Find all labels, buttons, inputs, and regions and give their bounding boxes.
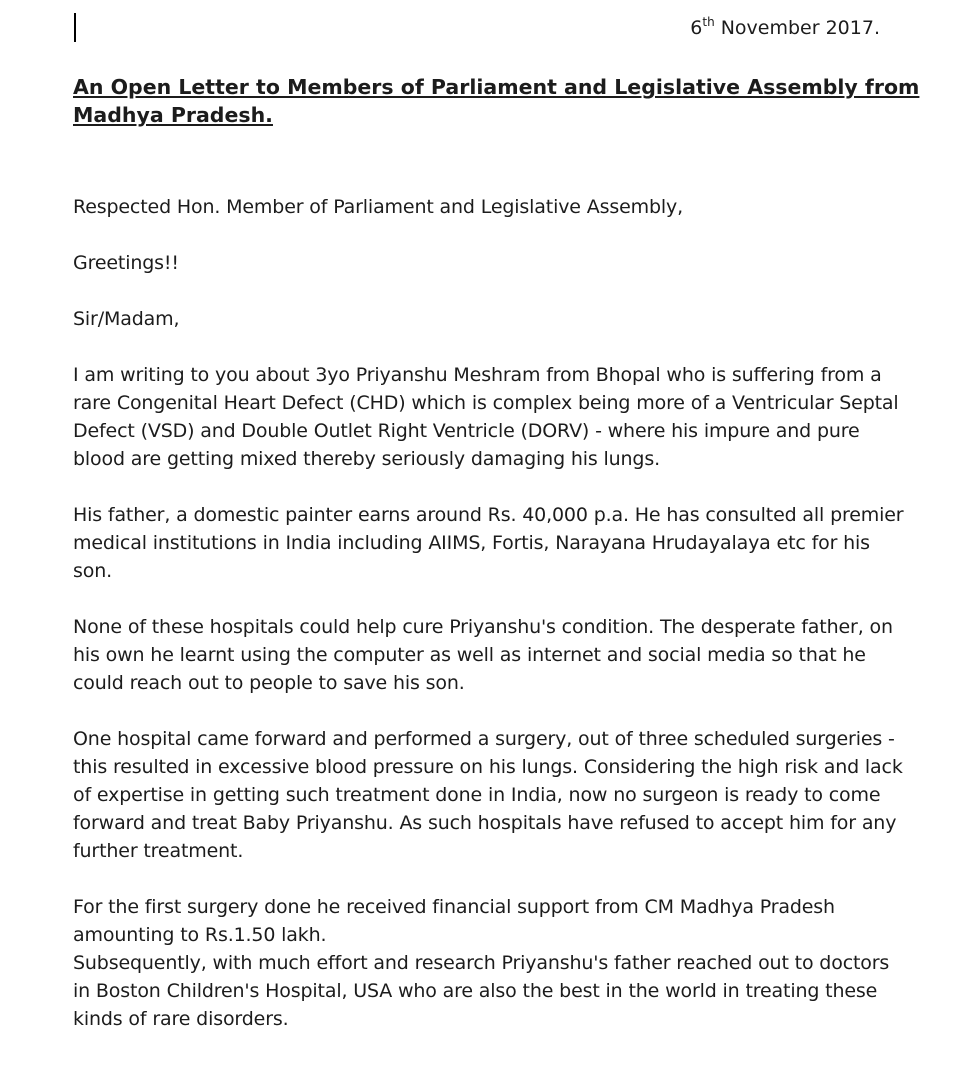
paragraph-hospitals xyxy=(73,613,903,697)
text-line: None of these hospitals could help cure Priyanshu's condition. The desperate father, on xyxy=(73,616,893,638)
text-line: Defect (VSD) and Double Outlet Right Ventricle (DORV) - where his impure and pure xyxy=(73,420,860,442)
letter-date xyxy=(690,15,880,41)
paragraph-boston xyxy=(73,949,903,1033)
date-suffix: th xyxy=(702,15,715,29)
text-line: could reach out to people to save his son. xyxy=(73,672,465,694)
text-line: rare Congenital Heart Defect (CHD) which is complex being more of a Ventricular Septal xyxy=(73,392,899,414)
text-line: kinds of rare disorders. xyxy=(73,1008,289,1030)
text-cursor xyxy=(74,13,76,42)
letter-body xyxy=(73,73,920,1061)
text-line: One hospital came forward and performed a surgery, out of three scheduled surgeries - xyxy=(73,728,895,750)
letter-title xyxy=(73,73,920,129)
date-day: 6 xyxy=(690,17,703,39)
paragraph-diagnosis xyxy=(73,361,903,473)
text-line: amounting to Rs.1.50 lakh. xyxy=(73,924,327,946)
text-line: his own he learnt using the computer as well as internet and social media so that he xyxy=(73,644,866,666)
text-line: medical institutions in India including AIIMS, Fortis, Narayana Hrudayalaya etc for his xyxy=(73,532,870,554)
paragraph-surgery xyxy=(73,725,903,865)
title-line: Madhya Pradesh. xyxy=(73,103,273,127)
date-rest: November 2017. xyxy=(714,17,880,39)
paragraph-support xyxy=(73,893,903,949)
text-line: I am writing to you about 3yo Priyanshu Meshram from Bhopal who is suffering from a xyxy=(73,364,882,386)
text-line: Subsequently, with much effort and research Priyanshu's father reached out to doctors xyxy=(73,952,890,974)
greeting: Greetings!! xyxy=(73,252,179,274)
title-line: An Open Letter to Members of Parliament and Legislative Assembly from xyxy=(73,75,920,99)
address-line: Sir/Madam, xyxy=(73,308,180,330)
text-line: this resulted in excessive blood pressure on his lungs. Considering the high risk and lack xyxy=(73,756,903,778)
salutation: Respected Hon. Member of Parliament and Legislative Assembly, xyxy=(73,196,683,218)
text-line: blood are getting mixed thereby seriously damaging his lungs. xyxy=(73,448,660,470)
text-line: His father, a domestic painter earns around Rs. 40,000 p.a. He has consulted all premier xyxy=(73,504,904,526)
text-line: in Boston Children's Hospital, USA who are also the best in the world in treating these xyxy=(73,980,878,1002)
text-line: forward and treat Baby Priyanshu. As such hospitals have refused to accept him for any xyxy=(73,812,897,834)
paragraph-father xyxy=(73,501,903,585)
text-line: For the first surgery done he received financial support from CM Madhya Pradesh xyxy=(73,896,835,918)
text-line: further treatment. xyxy=(73,840,244,862)
text-line: son. xyxy=(73,560,113,582)
text-line: of expertise in getting such treatment done in India, now no surgeon is ready to come xyxy=(73,784,881,806)
